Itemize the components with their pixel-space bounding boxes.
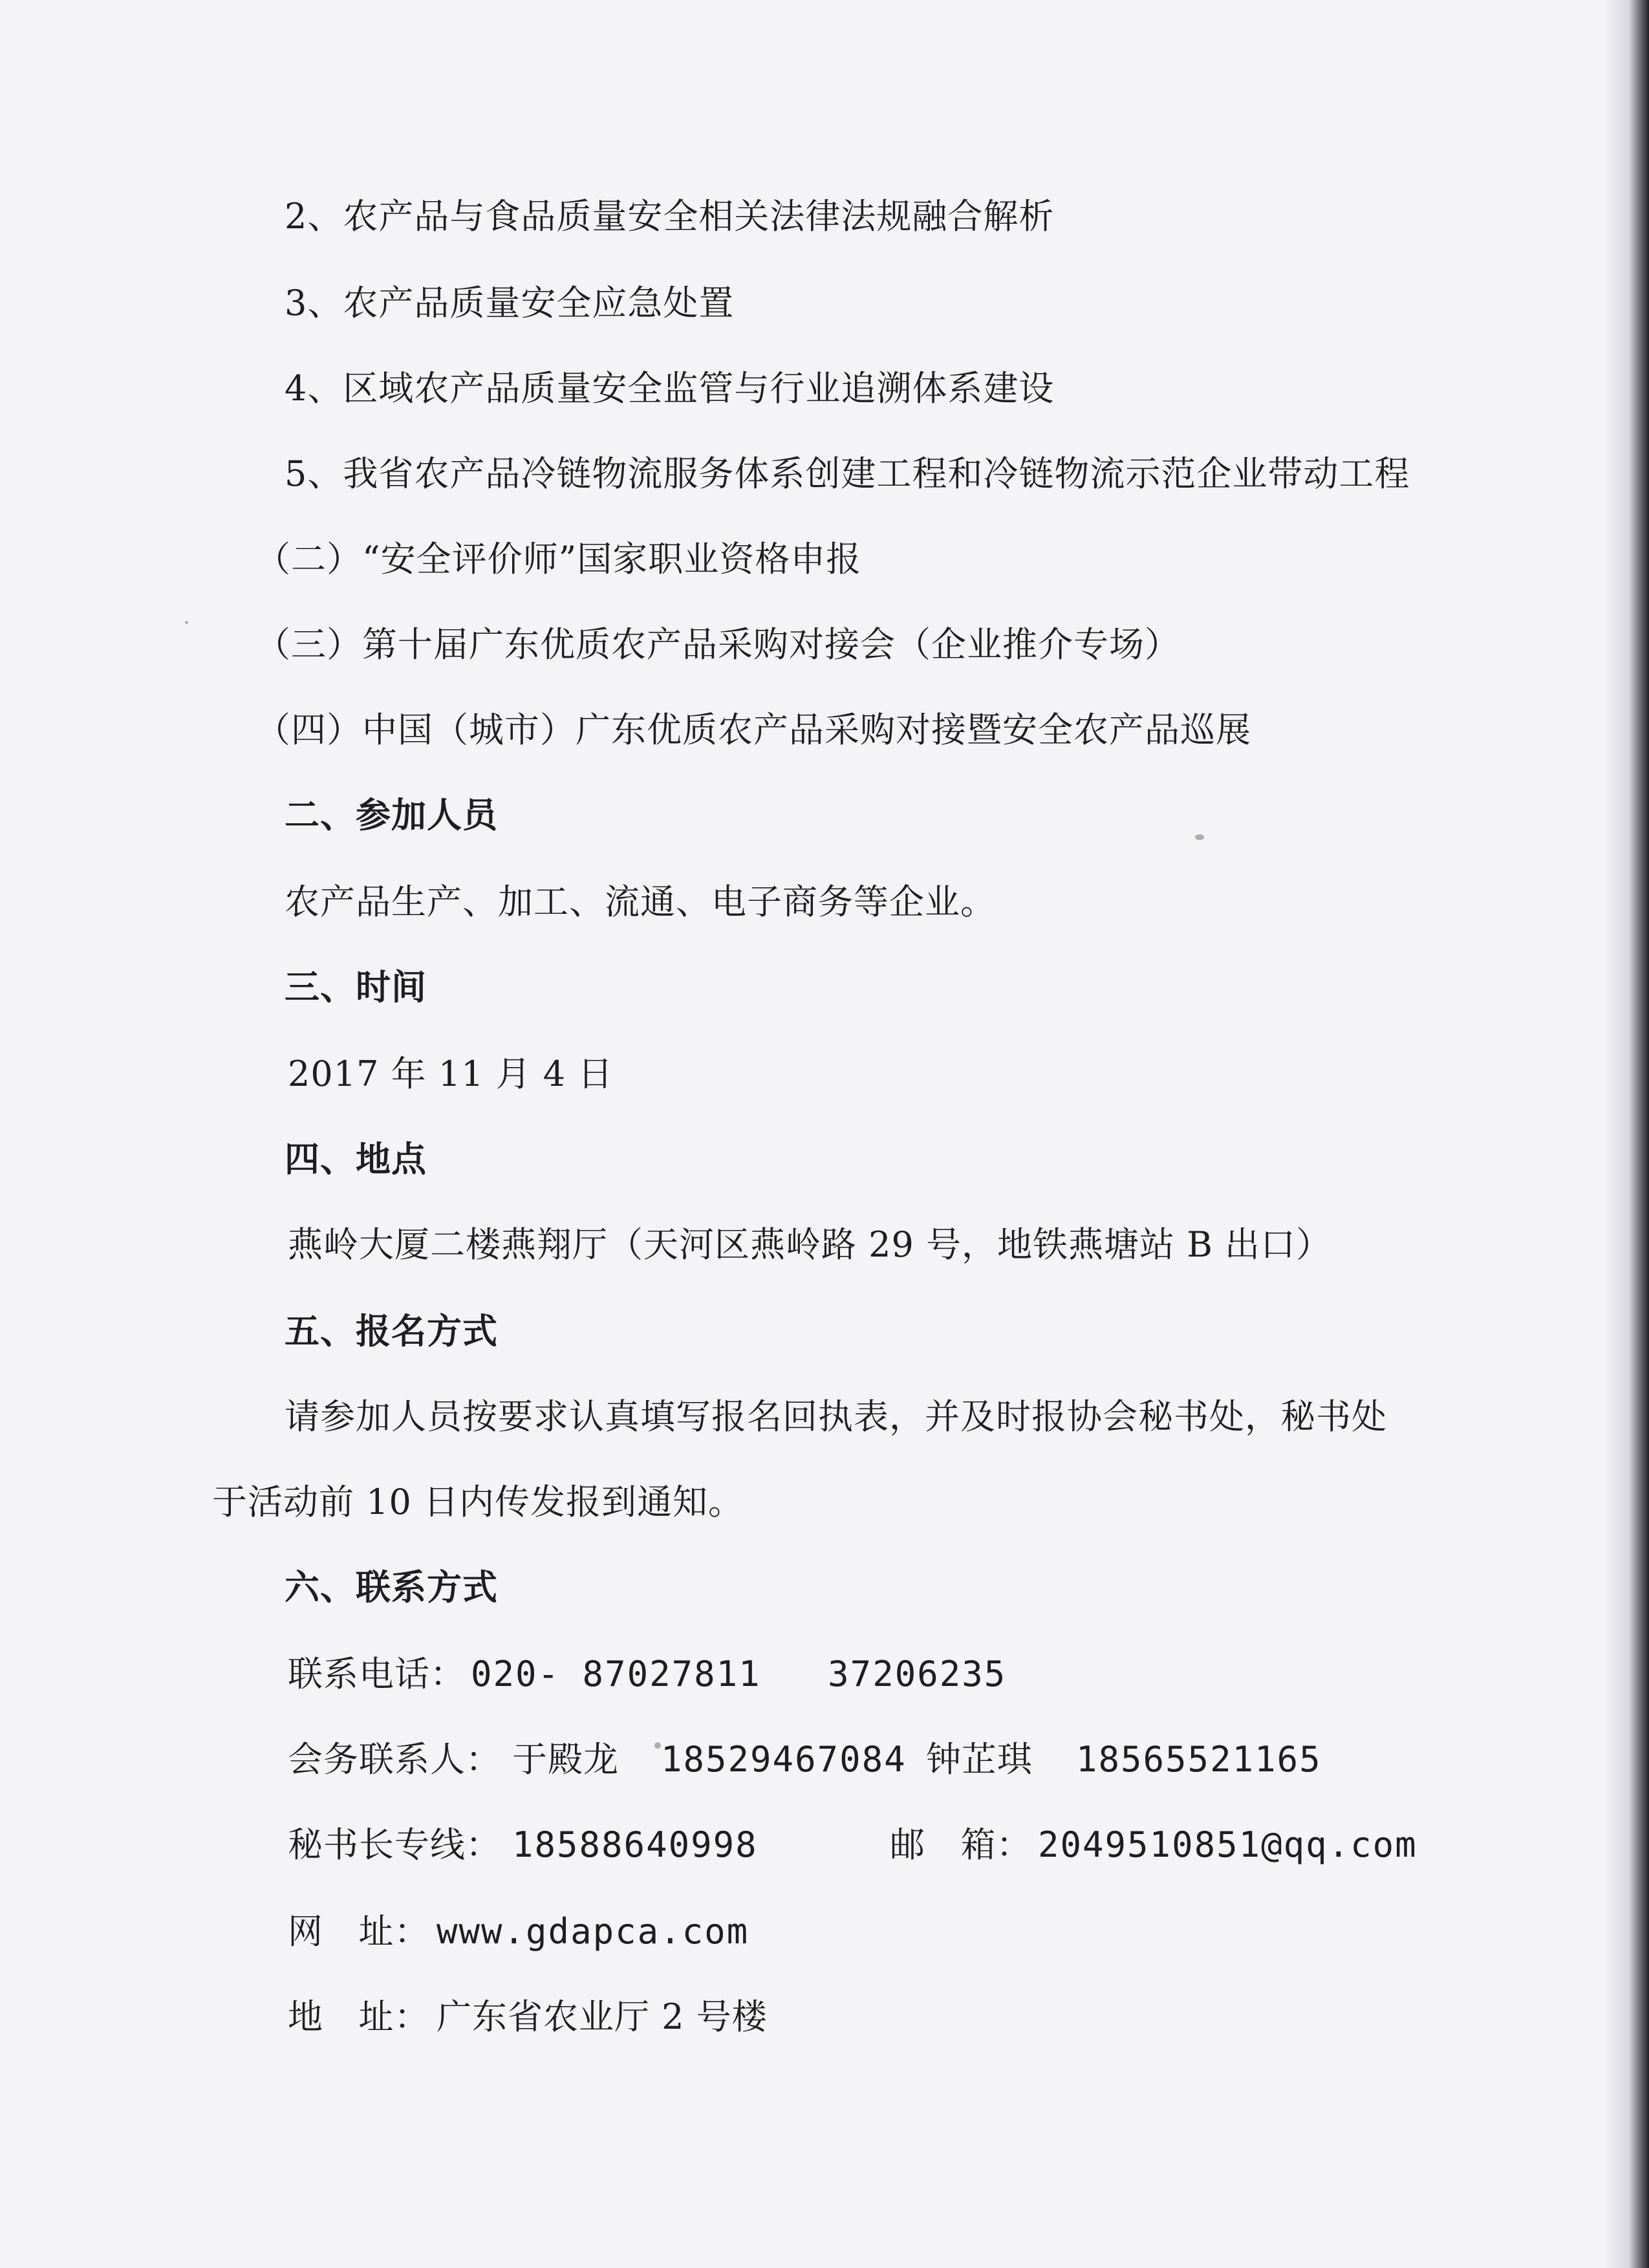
email-label: 邮 箱：: [890, 1824, 1032, 1865]
section-5-body-line-1: 请参加人员按要求认真填写报名回执表，并及时报协会秘书处，秘书处: [285, 1396, 1387, 1437]
website-value: www.gdapca.com: [436, 1911, 749, 1952]
section-5-body-line-2: 于活动前 10 日内传发报到通知。: [212, 1482, 744, 1522]
sub-item-4-line: （四）中国（城市）广东优质农产品采购对接暨安全农产品巡展: [255, 709, 1251, 750]
sub-item-3-line: （三）第十届广东优质农产品采购对接会（企业推介专场）: [255, 624, 1180, 665]
phone-value: 020- 87027811 37206235: [471, 1654, 1007, 1694]
email-value: 2049510851@qq.com: [1038, 1824, 1417, 1865]
section-3-heading: 三、时间: [285, 967, 427, 1008]
contact-1-name: 于殿龙: [512, 1739, 619, 1780]
section-4-heading: 四、地点: [285, 1139, 427, 1180]
secretary-label: 秘书长专线：: [288, 1824, 501, 1865]
section-5-heading: 五、报名方式: [285, 1311, 498, 1352]
scan-speck: [185, 621, 188, 624]
item-4-line: 4、区域农产品质量安全监管与行业追溯体系建设: [285, 368, 1055, 409]
secretary-phone: 18588640998: [512, 1824, 758, 1865]
contact-label: 会务联系人：: [288, 1739, 501, 1780]
scan-speck: [1195, 834, 1204, 840]
section-6-heading: 六、联系方式: [285, 1567, 498, 1608]
item-2-line: 2、农产品与食品质量安全相关法律法规融合解析: [285, 196, 1055, 237]
address-value: 广东省农业厅 2 号楼: [436, 1996, 768, 2037]
item-5-line: 5、我省农产品冷链物流服务体系创建工程和冷链物流示范企业带动工程: [285, 453, 1410, 494]
item-3-line: 3、农产品质量安全应急处置: [285, 283, 735, 323]
contact-2-name: 钟芷琪: [926, 1739, 1033, 1780]
website-label: 网 址：: [288, 1911, 430, 1952]
contact-2-phone: 18565521165: [1076, 1739, 1322, 1780]
section-3-date: 2017 年 11 月 4 日: [288, 1053, 614, 1094]
scan-speck: [654, 1742, 661, 1749]
phone-label: 联系电话：: [288, 1654, 466, 1694]
page-edge-shadow: [1604, 0, 1649, 2268]
section-4-location: 燕岭大厦二楼燕翔厅（天河区燕岭路 29 号，地铁燕塘站 B 出口）: [288, 1224, 1332, 1265]
section-2-heading: 二、参加人员: [285, 795, 498, 836]
contact-1-phone: 18529467084: [661, 1739, 907, 1780]
section-2-body: 农产品生产、加工、流通、电子商务等企业。: [285, 881, 996, 922]
address-label: 地 址：: [288, 1996, 430, 2037]
sub-item-2-line: （二）“安全评价师”国家职业资格申报: [255, 539, 862, 579]
